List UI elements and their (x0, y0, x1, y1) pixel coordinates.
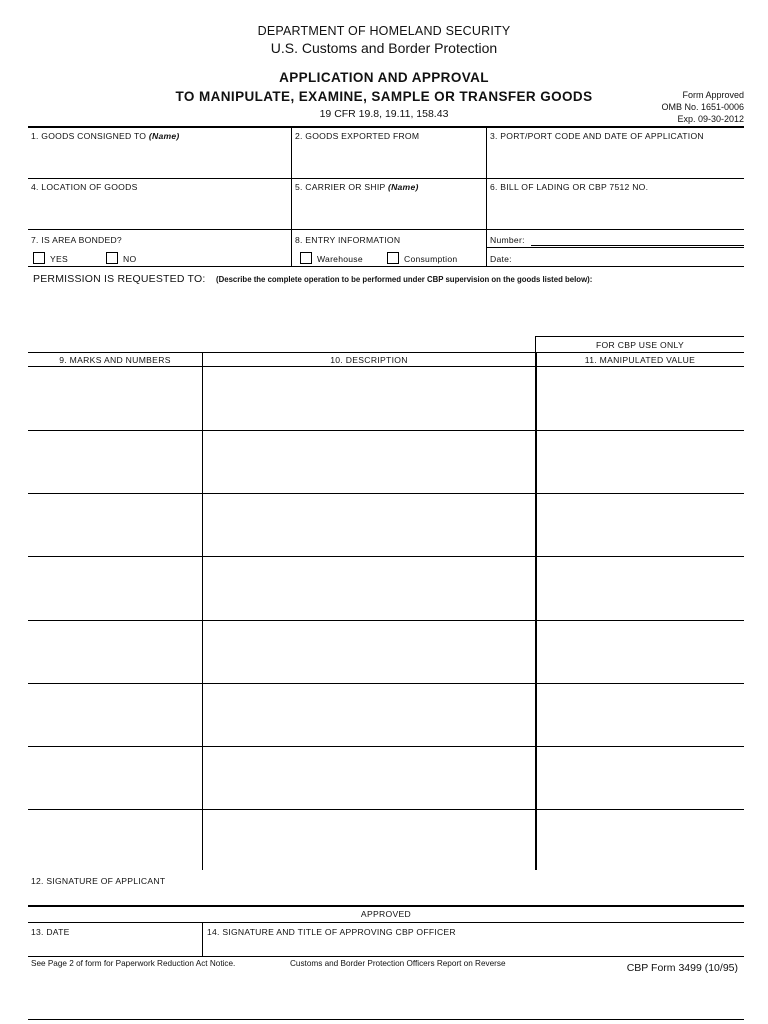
field-8-label: 8. ENTRY INFORMATION (295, 235, 401, 245)
table-row-description-cell[interactable] (204, 430, 534, 492)
form-title-line1: APPLICATION AND APPROVAL (279, 70, 489, 85)
entry-date-field[interactable] (516, 249, 743, 265)
approval-date-field[interactable] (29, 938, 201, 955)
goods-exported-from-field[interactable] (293, 142, 485, 177)
field-5-label: 5. CARRIER OR SHIP (Name) (295, 182, 419, 192)
table-row-description-cell[interactable] (204, 556, 534, 619)
permission-note: (Describe the complete operation to be performed under CBP supervision on the goods listed below): (216, 275, 593, 284)
table-head-top-rule (28, 352, 744, 353)
consumption-label: Consumption (404, 254, 458, 264)
form-bottom-rule (28, 956, 744, 957)
field-14-label: 14. SIGNATURE AND TITLE OF APPROVING CBP OFFICER (207, 927, 456, 937)
table-row-value-cell[interactable] (538, 430, 743, 492)
divider-2 (486, 126, 487, 266)
field-13-label: 13. DATE (31, 927, 70, 937)
bonded-yes-checkbox[interactable] (33, 252, 45, 264)
table-row-description-cell[interactable] (204, 620, 534, 682)
bill-of-lading-field[interactable] (488, 193, 743, 228)
divider-1 (291, 126, 292, 266)
goods-consigned-to-field[interactable] (29, 142, 290, 177)
row1-rule (28, 178, 744, 179)
bonded-no-label: NO (123, 254, 137, 264)
table-row-description-cell[interactable] (204, 746, 534, 808)
field-4-label: 4. LOCATION OF GOODS (31, 182, 138, 192)
cbp-use-only-label: FOR CBP USE ONLY (595, 340, 685, 350)
agency-name: U.S. Customs and Border Protection (270, 40, 498, 56)
table-row-marks-cell[interactable] (29, 556, 201, 619)
table-row-value-cell[interactable] (538, 556, 743, 619)
number-line (531, 245, 744, 246)
form-number: CBP Form 3499 (10/95) (626, 962, 738, 974)
table-row-description-cell[interactable] (204, 367, 534, 429)
col-marks-header: 9. MARKS AND NUMBERS (59, 355, 171, 365)
table-row-description-cell[interactable] (204, 493, 534, 555)
table-row-value-cell[interactable] (538, 683, 743, 745)
location-of-goods-field[interactable] (29, 193, 290, 228)
cbp-use-top-rule (535, 336, 744, 337)
table-row-marks-cell[interactable] (29, 620, 201, 682)
field-1-label: 1. GOODS CONSIGNED TO (Name) (31, 131, 180, 141)
warehouse-checkbox[interactable] (300, 252, 312, 264)
warehouse-label: Warehouse (317, 254, 363, 264)
entry-number-field[interactable] (532, 230, 743, 245)
table-row-value-cell[interactable] (538, 746, 743, 808)
department-name: DEPARTMENT OF HOMELAND SECURITY (257, 24, 511, 38)
table-row-value-cell[interactable] (538, 493, 743, 555)
approved-bottom-rule (28, 922, 744, 923)
col-description-header: 10. DESCRIPTION (330, 355, 408, 365)
field-7-label: 7. IS AREA BONDED? (31, 235, 122, 245)
cfr-reference: 19 CFR 19.8, 19.11, 158.43 (319, 108, 449, 120)
applicant-signature-field[interactable] (29, 888, 743, 904)
table-row-marks-cell[interactable] (29, 809, 201, 869)
table-row-marks-cell[interactable] (29, 493, 201, 555)
top-rule (28, 126, 744, 128)
expiration-date: Exp. 09-30-2012 (677, 114, 744, 124)
entry-date-label: Date: (490, 254, 512, 264)
port-code-date-field[interactable] (488, 142, 743, 177)
permission-label: PERMISSION IS REQUESTED TO: (33, 273, 206, 285)
table-row-value-cell[interactable] (538, 809, 743, 869)
table-row-marks-cell[interactable] (29, 430, 201, 492)
approved-top-rule (28, 905, 744, 907)
form-approved-label: Form Approved (682, 90, 744, 100)
approval-divider (202, 922, 203, 956)
table-row-marks-cell[interactable] (29, 683, 201, 745)
page-bottom-rule (28, 1019, 744, 1020)
permission-description-field[interactable] (29, 288, 743, 335)
bonded-yes-label: YES (50, 254, 68, 264)
entry-number-label: Number: (490, 235, 525, 245)
carrier-or-ship-field[interactable] (293, 193, 485, 228)
table-row-description-cell[interactable] (204, 809, 534, 869)
form-title-line2: TO MANIPULATE, EXAMINE, SAMPLE OR TRANSFER GOODS (175, 89, 593, 104)
consumption-checkbox[interactable] (387, 252, 399, 264)
paperwork-notice: See Page 2 of form for Paperwork Reduction Act Notice. (31, 959, 236, 968)
number-date-rule (486, 247, 744, 248)
table-row-description-cell[interactable] (204, 683, 534, 745)
approving-officer-signature-field[interactable] (204, 938, 743, 955)
col-value-header: 11. MANIPULATED VALUE (584, 355, 696, 365)
field-6-label: 6. BILL OF LADING OR CBP 7512 NO. (490, 182, 649, 192)
field-2-label: 2. GOODS EXPORTED FROM (295, 131, 420, 141)
row3-rule (28, 266, 744, 267)
field-3-label: 3. PORT/PORT CODE AND DATE OF APPLICATION (490, 131, 704, 141)
approved-label: APPROVED (360, 909, 412, 919)
table-row-marks-cell[interactable] (29, 746, 201, 808)
field-12-label: 12. SIGNATURE OF APPLICANT (31, 876, 166, 886)
bonded-no-checkbox[interactable] (106, 252, 118, 264)
table-row-value-cell[interactable] (538, 367, 743, 429)
officers-report-note: Customs and Border Protection Officers Report on Reverse (290, 959, 506, 968)
table-row-value-cell[interactable] (538, 620, 743, 682)
table-row-marks-cell[interactable] (29, 367, 201, 429)
omb-number: OMB No. 1651-0006 (661, 102, 744, 112)
